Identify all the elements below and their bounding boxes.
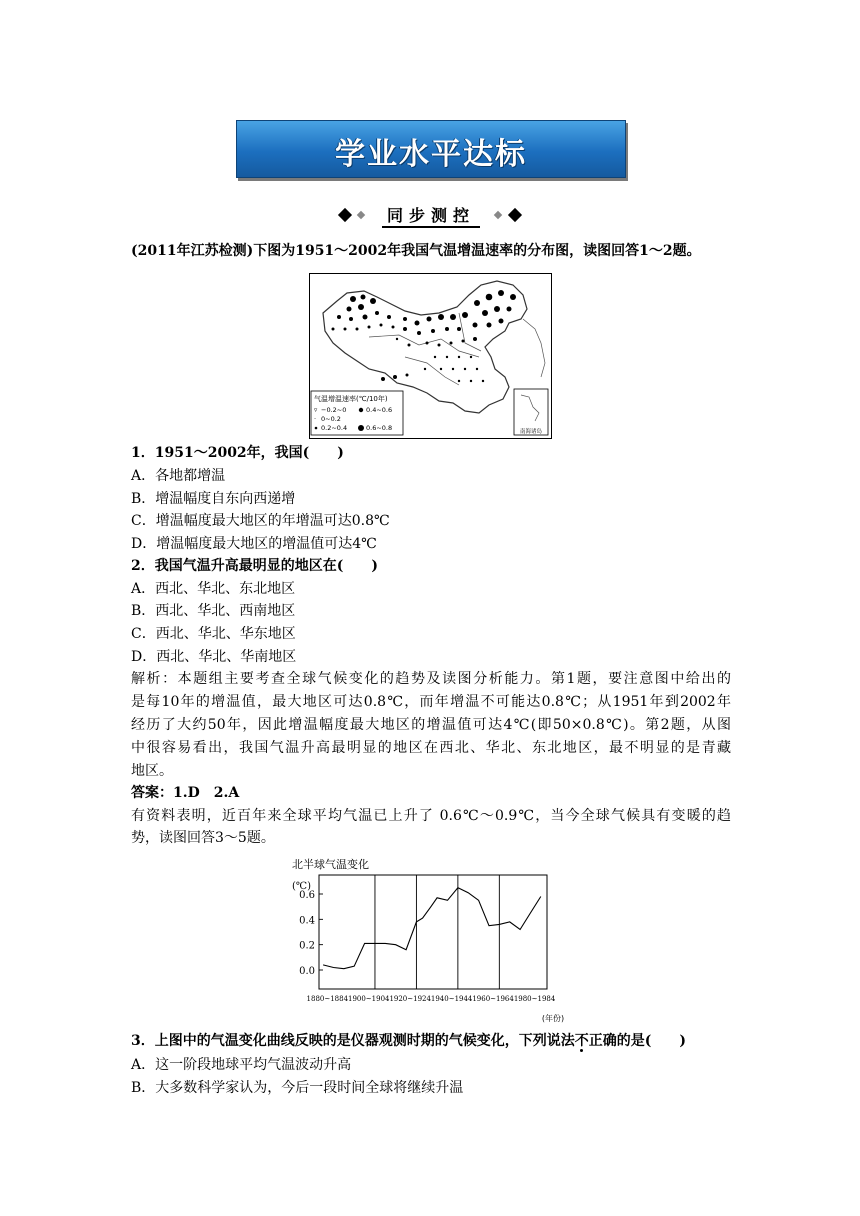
diamond-icon	[508, 208, 522, 222]
x-tick-label: 1900~1904	[347, 995, 390, 1003]
section-title: 同步测控	[382, 206, 480, 228]
intro-text-2: 势，读图回答3～5题。	[131, 830, 275, 846]
y-tick-label: 0.0	[299, 966, 315, 977]
x-tick-label: 1980~1984	[513, 995, 556, 1003]
chart-title: 北半球气温变化	[292, 858, 369, 871]
legend-item: 0.6~0.8	[366, 424, 393, 432]
y-axis-label: (℃)	[292, 881, 311, 892]
q3-option-b: B．大多数科学家认为，今后一段时间全球将继续升温	[131, 1080, 464, 1096]
svg-text:▿: ▿	[314, 406, 318, 414]
q1-option-c: C．增温幅度最大地区的年增温可达0.8℃	[131, 513, 390, 529]
svg-text:·: ·	[314, 415, 317, 423]
q3-stem	[131, 1030, 686, 1052]
analysis-line: 是每10年的增温值，最大地区可达0.8℃，而年增温不可能达0.8℃；从1951年到2002年	[131, 694, 731, 710]
diamond-icon	[338, 208, 352, 222]
legend-item: 0.4~0.6	[366, 406, 393, 414]
q3-stem-text: 3．上图中的气温变化曲线反映的是仪器观测时期的气候变化，下列说法	[131, 1033, 575, 1049]
y-tick-label: 0.6	[299, 890, 315, 901]
q2-option-a: A．西北、华北、东北地区	[131, 581, 296, 597]
analysis-line: 地区。	[131, 763, 173, 779]
temperature-series-line	[323, 888, 541, 969]
q1-option-b: B．增温幅度自东向西递增	[131, 491, 296, 507]
q2-option-d: D．西北、华北、华南地区	[131, 649, 297, 665]
legend-item: 0~0.2	[321, 415, 341, 423]
plot-frame	[319, 875, 547, 989]
x-tick-label: 1960~1964	[472, 995, 514, 1003]
q2-option-b: B．西北、华北、西南地区	[131, 603, 296, 619]
q3-option-a: A．这一阶段地球平均气温波动升高	[131, 1057, 352, 1073]
x-tick-label: 1940~1944	[430, 995, 473, 1003]
q3-emphasis: 不	[574, 1033, 589, 1049]
banner-title: 学业水平达标	[335, 137, 527, 172]
analysis-line: 经历了大约50年，因此增温幅度最大地区的增温值可达4℃(即50×0.8℃)。第2题，从图	[131, 717, 731, 733]
small-diamond-icon	[357, 211, 365, 219]
china-warming-map	[309, 273, 552, 439]
q3-stem-text: 正确的是( )	[588, 1033, 686, 1049]
q2-option-c: C．西北、华北、华东地区	[131, 626, 296, 642]
section-banner	[236, 120, 626, 178]
legend-item: 0.2~0.4	[321, 424, 348, 432]
x-tick-label: 1880~1884	[306, 995, 349, 1003]
small-diamond-icon	[494, 211, 502, 219]
q2-stem: 2．我国气温升高最明显的地区在( )	[131, 558, 378, 574]
analysis-line: 中很容易看出，我国气温升高最明显的地区在西北、华北、东北地区，最不明显的是青藏	[131, 740, 731, 756]
temperature-chart	[289, 855, 579, 1023]
answer-line: 答案：1.D 2.A	[131, 785, 240, 801]
y-tick-label: 0.4	[299, 915, 315, 927]
y-tick-label: 0.2	[299, 940, 315, 952]
analysis-line: 解析：本题组主要考查全球气候变化的趋势及读图分析能力。第1题，要注意图中给出的	[131, 671, 731, 687]
intro-text-2: 有资料表明，近百年来全球平均气温已上升了 0.6℃～0.9℃，当今全球气候具有变暖的趋	[131, 808, 731, 824]
q1-stem: 1．1951～2002年，我国( )	[131, 445, 344, 461]
legend-title: 气温增温速率(℃/10年)	[314, 395, 388, 403]
legend-item: −0.2~0	[321, 406, 347, 414]
q1-option-a: A．各地都增温	[131, 468, 226, 484]
x-axis-label: (年份)	[541, 1014, 565, 1023]
inset-label: 南海诸岛	[519, 429, 543, 435]
intro-text-1: (2011年江苏检测)下图为1951～2002年我国气温增温速率的分布图，读图回答1～2题。	[131, 243, 701, 259]
x-tick-label: 1920~1924	[389, 995, 431, 1003]
section-subheading	[340, 206, 522, 228]
q1-option-d: D．增温幅度最大地区的增温值可达4℃	[131, 536, 377, 552]
